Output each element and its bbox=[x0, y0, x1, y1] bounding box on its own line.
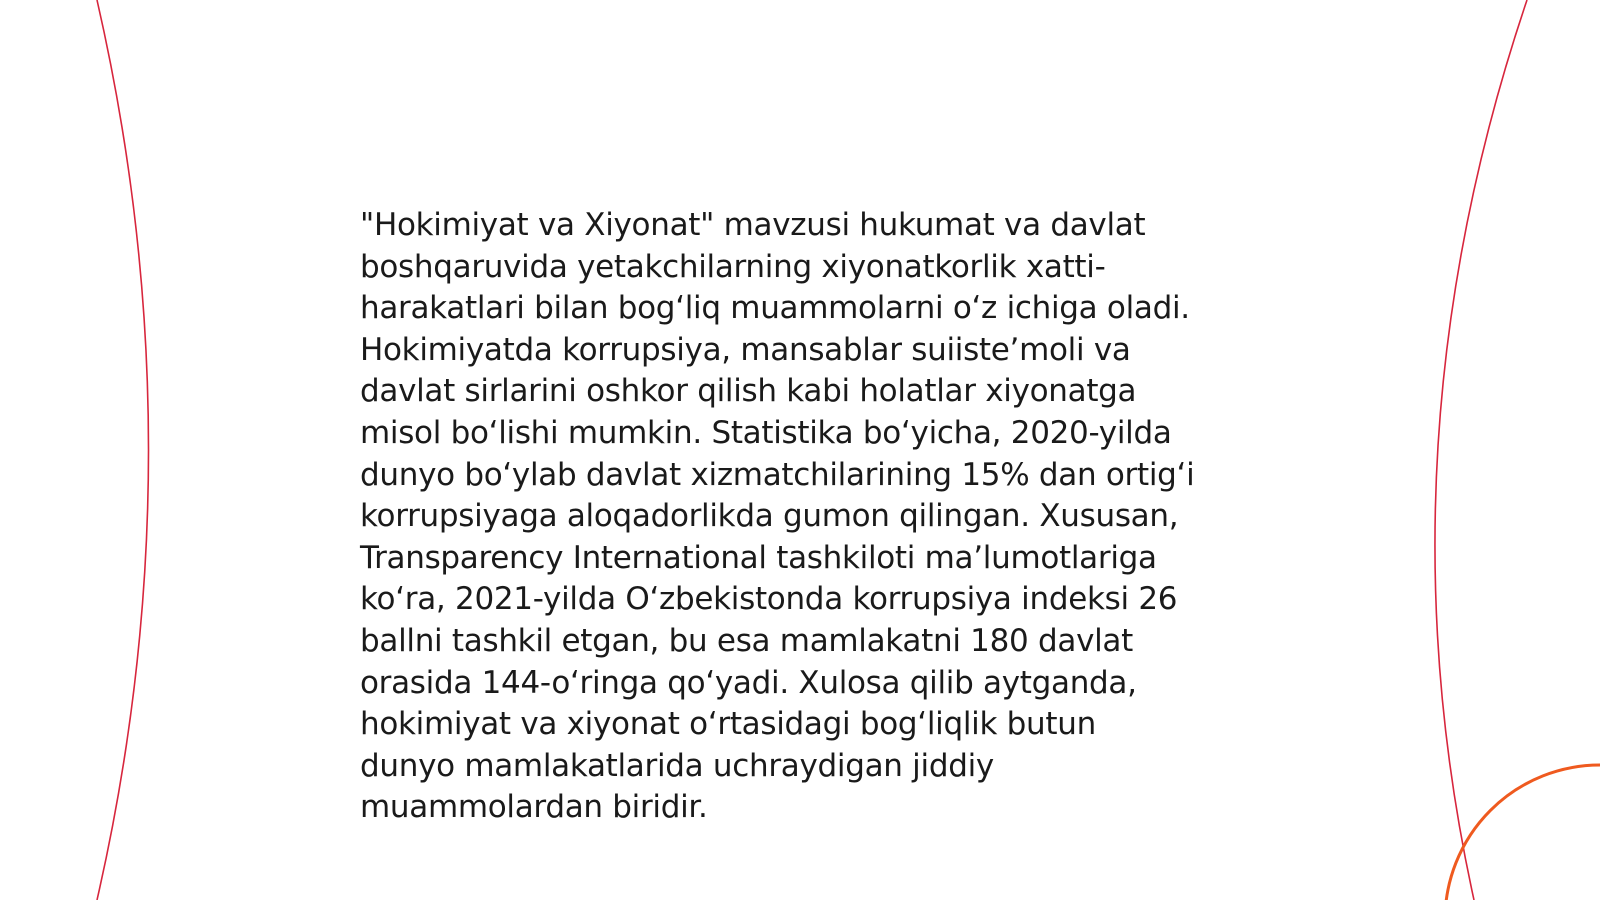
left-arc-line bbox=[97, 0, 149, 900]
corner-circle-outline bbox=[1445, 765, 1600, 900]
right-arc-line bbox=[1435, 0, 1527, 900]
body-paragraph: "Hokimiyat va Xiyonat" mavzusi hukumat va davlat boshqaruvida yetakchilarning xiyonatkorlik xatti- harakatlari bilan bog‘liq muammolarni o‘z ichiga oladi. Hokimiyatda korrupsiya, mansablar suiiste’moli va davlat sirlarini oshkor qilish kabi holatlar xiyonatga misol bo‘lishi mumkin. Statistika bo‘yicha, 2020-yilda dunyo bo‘ylab davlat xizmatchilarining 15% dan ortig‘i korrupsiyaga aloqadorlikda gumon qilingan. Xususan, Transparency International tashkiloti ma’lumotlariga ko‘ra, 2021-yilda O‘zbekistonda korrupsiya indeksi 26 ballni tashkil etgan, bu esa mamlakatni 180 davlat orasida 144-o‘ringa qo‘yadi. Xulosa qilib aytganda, hokimiyat va xiyonat o‘rtasidagi bog‘liqlik butun dunyo mamlakatlarida uchraydigan jiddiy muammolardan biridir. bbox=[360, 207, 1195, 826]
